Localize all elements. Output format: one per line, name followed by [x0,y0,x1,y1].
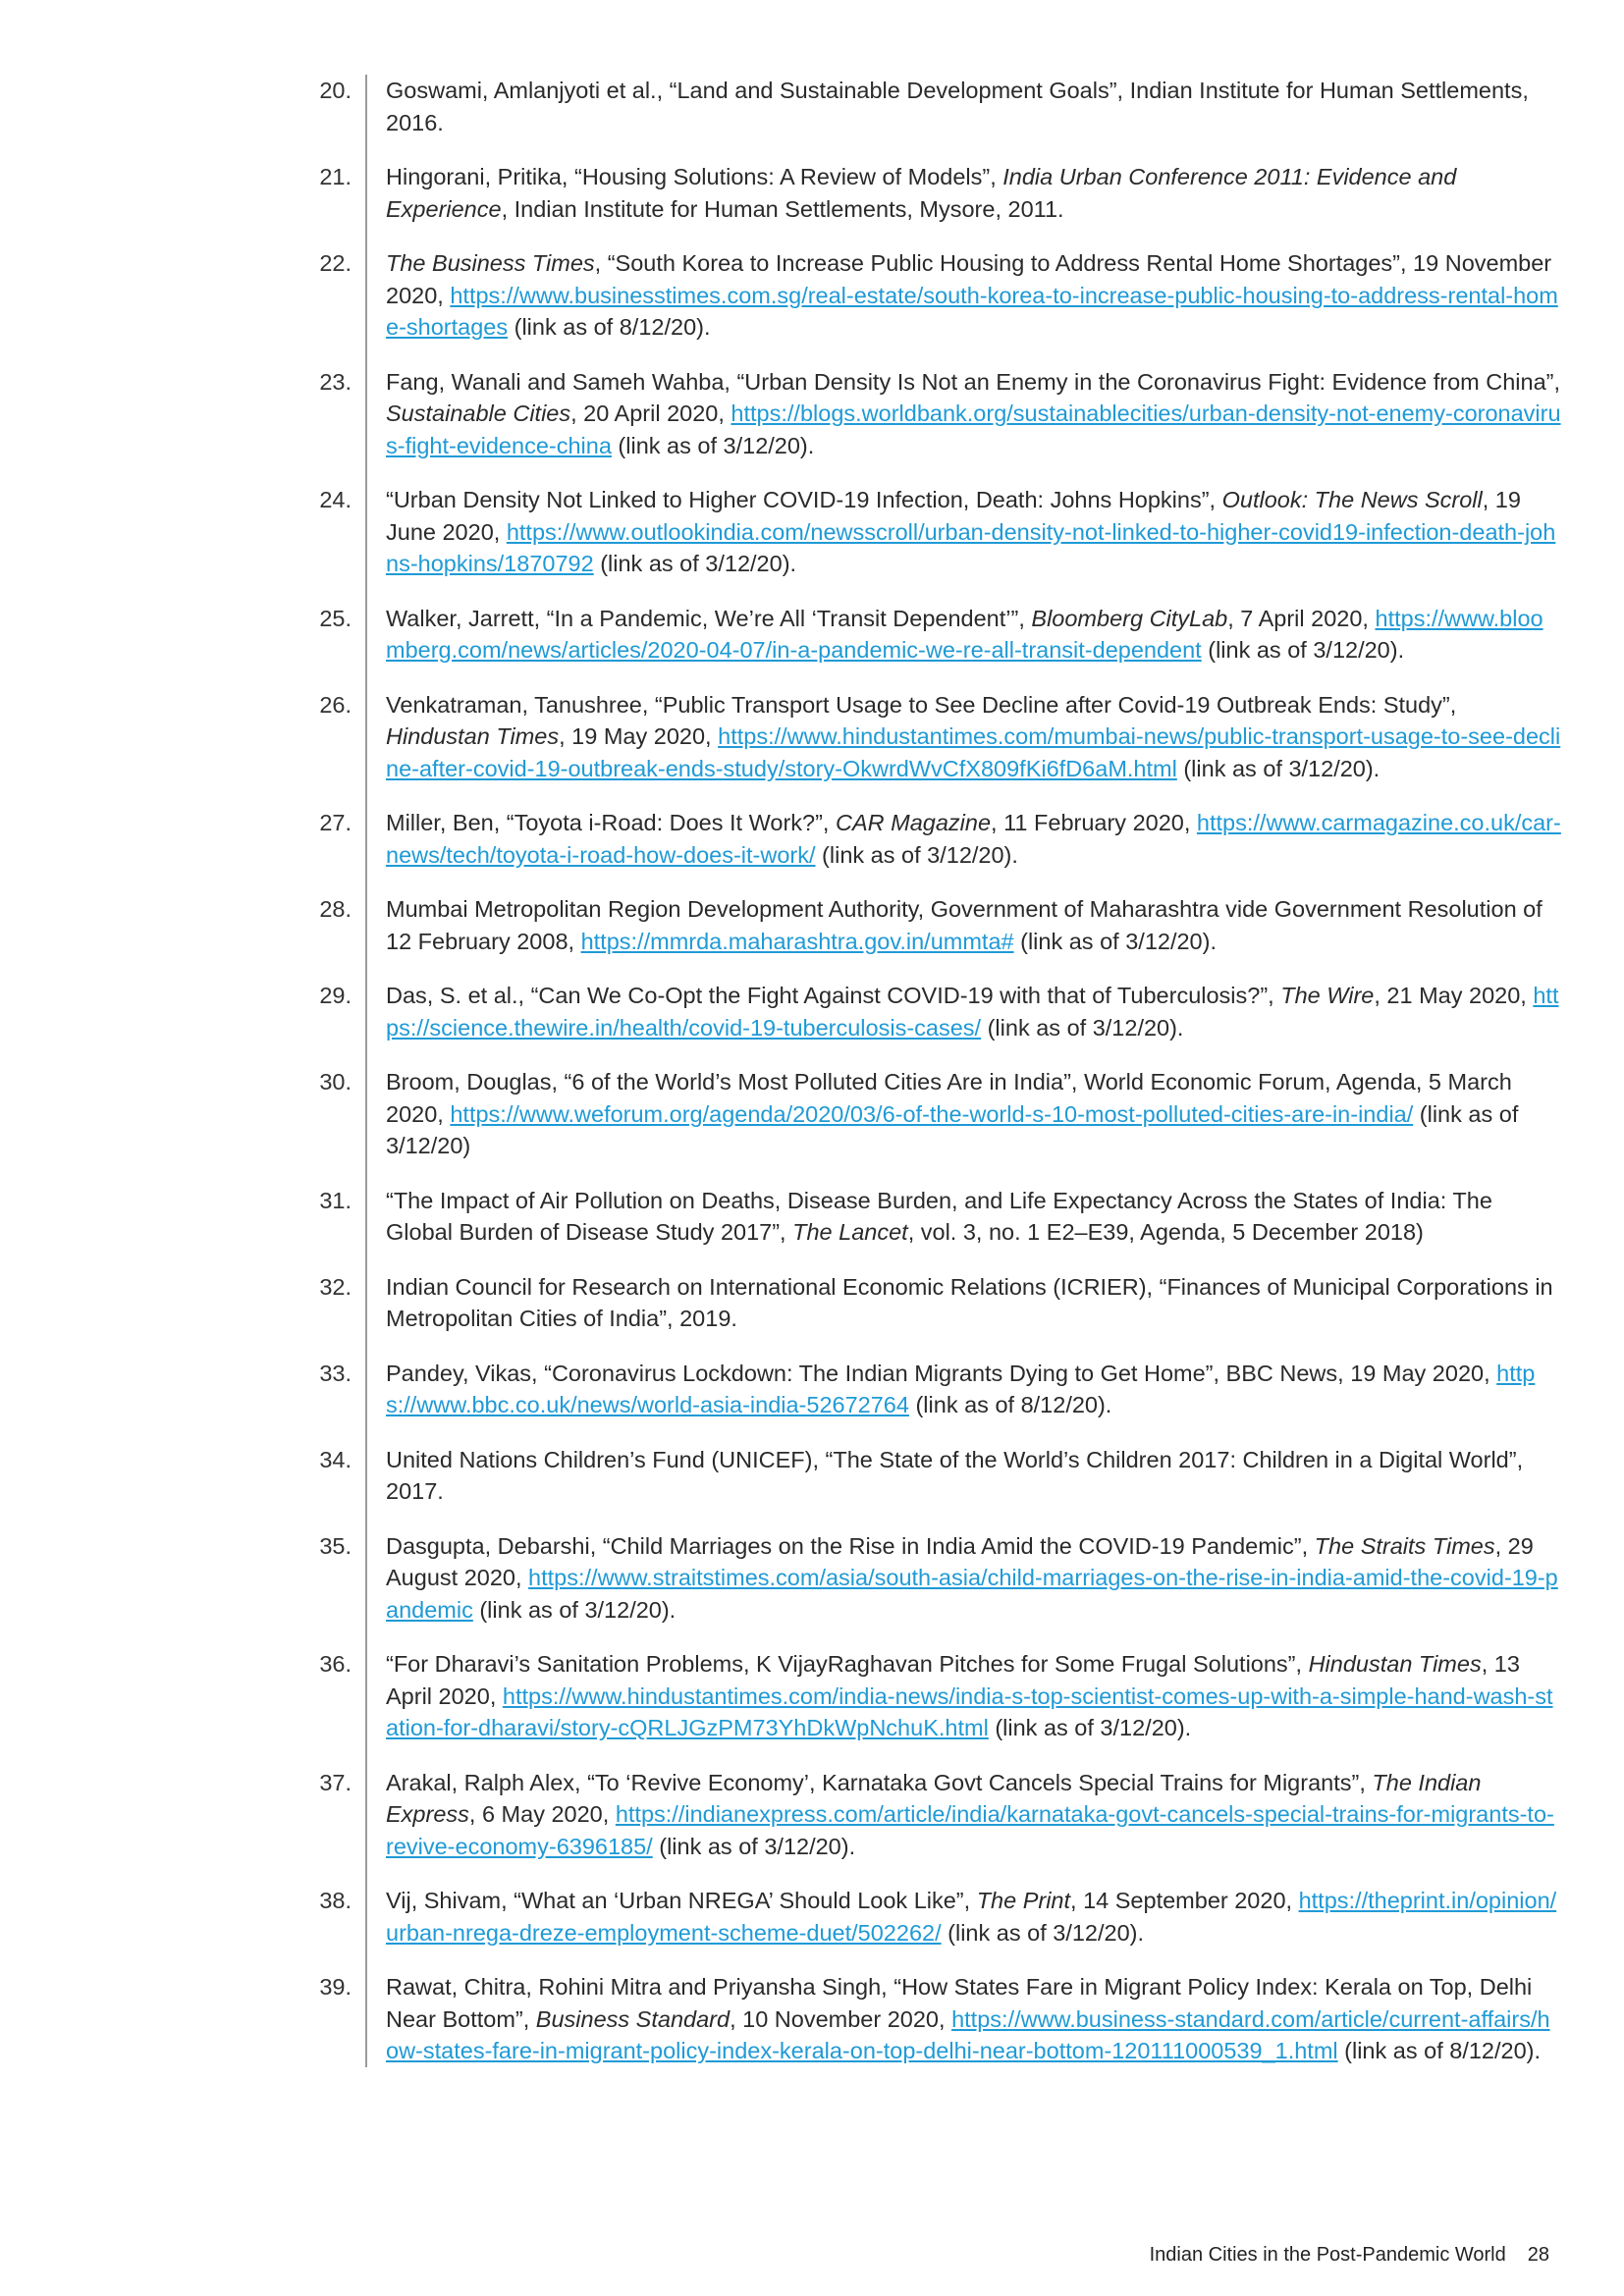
reference-text [365,980,1571,1066]
reference-text [365,1066,1571,1185]
reference-text-segment: , 19 May 2020, [559,723,719,749]
reference-text-segment: (link as of 3/12/20). [981,1014,1184,1041]
reference-text [365,1444,1571,1530]
reference-text-segment: (link as of 3/12/20). [815,841,1018,868]
publication-title: Hindustan Times [386,723,560,749]
reference-text-segment: Arakal, Ralph Alex, “To ‘Revive Economy’, Karnataka Govt Cancels Special Trains for Migrants”, [386,1769,1373,1795]
reference-text-segment: , 6 May 2020, [468,1801,616,1827]
page-footer [1150,2244,1549,2267]
reference-text-segment: Das, S. et al., “Can We Co-Opt the Fight Against COVID-19 with that of Tuberculosis?”, [386,983,1281,1008]
reference-text-segment: Broom, Douglas, “6 of the World’s Most Polluted Cities Are in India”, World Economic Forum, Agenda, 5 March 2020, [386,1069,1512,1127]
reference-number: 25. [319,605,352,631]
reference-text [365,689,1571,808]
reference-text-segment: Mumbai Metropolitan Region Development Authority, Government of Maharashtra vide Government Resolution of 12 February 2008, [386,896,1543,954]
publication-title: Business Standard [535,2005,731,2032]
reference-item [295,807,1571,871]
reference-link[interactable]: https://www.straitstimes.com/asia/south-asia/child-marriages-on-the-rise-in-india-amid-the-covid-19-pandemic [386,1565,1558,1623]
reference-text-segment: , 11 February 2020, [991,810,1197,835]
reference-text-segment: Indian Council for Research on International Economic Relations (ICRIER), “Finances of Municipal Corporations in Metropolitan Cities of India”, 2019. [386,1273,1553,1331]
reference-text-segment: Dasgupta, Debarshi, “Child Marriages on the Rise in India Amid the COVID-19 Pandemic”, [386,1532,1315,1559]
reference-text [365,1530,1571,1649]
reference-link[interactable]: https://indianexpress.com/article/india/karnataka-govt-cancels-special-trains-for-migrants-to-revive-economy-6396185/ [386,1801,1554,1859]
reference-item [295,1444,1571,1508]
reference-number: 27. [319,810,352,835]
reference-link[interactable]: https://blogs.worldbank.org/sustainablecities/urban-density-not-enemy-coronavirus-fight-evidence-china [386,400,1561,458]
publication-title: The Indian Express [386,1769,1482,1827]
reference-number: 26. [319,691,352,718]
reference-text-segment: “For Dharavi’s Sanitation Problems, K VijayRaghavan Pitches for Some Frugal Solutions”, [386,1651,1309,1677]
publication-title: The Lancet [792,1219,908,1245]
reference-item [295,1185,1571,1249]
reference-text-segment: , vol. 3, no. 1 E2–E39, Agenda, 5 December 2018) [907,1219,1424,1245]
reference-text-segment: (link as of 3/12/20) [386,1100,1519,1158]
reference-text-segment: (link as of 3/12/20). [1176,755,1380,781]
publication-title: The Print [976,1888,1071,1913]
references-list [295,75,1571,2090]
reference-number: 34. [319,1446,352,1472]
reference-link[interactable]: https://www.hindustantimes.com/mumbai-news/public-transport-usage-to-see-decline-after-covid-19-outbreak-ends-study/story-OkwrdWvCfX809fKi6fD6aM.html [386,723,1561,781]
reference-number: 30. [319,1069,352,1095]
footer-title: Indian Cities in the Post-Pandemic World [1149,2244,1506,2266]
reference-item [295,1767,1571,1863]
reference-text [365,807,1571,893]
reference-link[interactable]: https://www.bloomberg.com/news/articles/2020-04-07/in-a-pandemic-we-re-all-transit-dependent [386,605,1543,663]
reference-text-segment: , “South Korea to Increase Public Housing to Address Rental Home Shortages”, 19 November 2020, [386,250,1552,308]
reference-number: 29. [319,983,352,1008]
reference-text-segment: “Urban Density Not Linked to Higher COVID-19 Infection, Death: Johns Hopkins”, [386,487,1222,512]
reference-number: 21. [319,164,352,189]
reference-text-segment: (link as of 8/12/20). [908,1392,1112,1417]
reference-text-segment: Pandey, Vikas, “Coronavirus Lockdown: The Indian Migrants Dying to Get Home”, BBC News, 19 May 2020, [386,1360,1497,1386]
reference-number: 36. [319,1651,352,1677]
reference-item [295,1271,1571,1335]
reference-text-segment: (link as of 3/12/20). [652,1833,856,1859]
reference-item [295,1066,1571,1162]
reference-text-segment: (link as of 3/12/20). [1201,637,1405,663]
reference-number: 32. [319,1273,352,1300]
reference-text [365,893,1571,980]
reference-item [295,1648,1571,1744]
reference-text-segment: , 14 September 2020, [1070,1888,1299,1913]
reference-text [365,366,1571,485]
reference-number: 37. [319,1769,352,1795]
reference-text [365,1767,1571,1886]
reference-item [295,689,1571,785]
reference-text [365,1358,1571,1444]
reference-item [295,161,1571,225]
reference-text-segment: , 13 April 2020, [386,1651,1520,1709]
reference-text-segment: (link as of 3/12/20). [988,1715,1192,1740]
reference-item [295,893,1571,957]
reference-number: 38. [319,1888,352,1913]
publication-title: Bloomberg CityLab [1031,605,1228,631]
reference-text-segment: (link as of 3/12/20). [472,1596,677,1623]
reference-item [295,366,1571,462]
reference-text-segment: Miller, Ben, “Toyota i-Road: Does It Work?”, [386,810,836,835]
reference-number: 35. [319,1532,352,1559]
reference-number: 28. [319,896,352,922]
reference-item [295,980,1571,1043]
reference-text [365,161,1571,247]
reference-number: 39. [319,1974,352,2000]
reference-text-segment: , 19 June 2020, [386,487,1521,545]
reference-text-segment: , Indian Institute for Human Settlements, Mysore, 2011. [501,195,1064,222]
reference-text [365,1185,1571,1271]
reference-text-segment: “The Impact of Air Pollution on Deaths, Disease Burden, and Life Expectancy Across the States of India: The Global Burden of Disease Study 2017”, [386,1187,1492,1245]
reference-link[interactable]: https://mmrda.maharashtra.gov.in/ummta# [580,928,1014,954]
reference-link[interactable]: https://www.weforum.org/agenda/2020/03/6-of-the-world-s-10-most-polluted-cities-are-in-india/ [450,1100,1414,1127]
publication-title: India Urban Conference 2011: Evidence and Experience [386,164,1457,222]
reference-text-segment: Rawat, Chitra, Rohini Mitra and Priyansha Singh, “How States Fare in Migrant Policy Index: Kerala on Top, Delhi Near Bottom”, [386,1974,1533,2032]
reference-item [295,1885,1571,1949]
reference-text [365,1271,1571,1358]
reference-number: 23. [319,368,352,395]
reference-item [295,1358,1571,1421]
reference-item [295,603,1571,667]
reference-number: 24. [319,487,352,512]
reference-text-segment: , 20 April 2020, [570,400,731,426]
reference-text [365,75,1571,161]
reference-link[interactable]: https://www.businesstimes.com.sg/real-estate/south-korea-to-increase-public-housing-to-address-rental-home-shortages [386,282,1558,340]
reference-text-segment: Goswami, Amlanjyoti et al., “Land and Sustainable Development Goals”, Indian Institute for Human Settlements, 2016. [386,78,1529,135]
reference-text-segment: (link as of 3/12/20). [941,1919,1145,1946]
publication-title: The Straits Times [1314,1532,1495,1559]
reference-text-segment: , 10 November 2020, [730,2005,952,2032]
reference-text [365,1971,1571,2067]
reference-text-segment: Walker, Jarrett, “In a Pandemic, We’re All ‘Transit Dependent’”, [386,605,1032,631]
reference-text-segment: (link as of 3/12/20). [593,551,797,576]
reference-number: 31. [319,1187,352,1213]
reference-text [365,603,1571,689]
reference-text-segment: Venkatraman, Tanushree, “Public Transport Usage to See Decline after Covid-19 Outbreak Ends: Study”, [386,691,1457,718]
publication-title: Sustainable Cities [386,400,571,426]
reference-number: 20. [319,78,352,103]
reference-link[interactable]: https://www.carmagazine.co.uk/car-news/tech/toyota-i-road-how-does-it-work/ [386,810,1561,868]
reference-item [295,484,1571,580]
reference-item [295,75,1571,138]
reference-link[interactable]: https://www.hindustantimes.com/india-news/india-s-top-scientist-comes-up-with-a-simple-hand-wash-station-for-dharavi/story-cQRLJGzPM73YhDkWpNchuK.html [386,1682,1553,1740]
reference-text-segment: , 21 May 2020, [1374,983,1534,1008]
reference-text-segment: United Nations Children’s Fund (UNICEF), “The State of the World’s Children 2017: Children in a Digital World”, 2017. [386,1446,1524,1504]
reference-link[interactable]: https://www.bbc.co.uk/news/world-asia-india-52672764 [386,1360,1536,1417]
publication-title: Outlook: The News Scroll [1221,487,1483,512]
publication-title: CAR Magazine [835,810,992,835]
reference-text-segment: Fang, Wanali and Sameh Wahba, “Urban Density Is Not an Enemy in the Coronavirus Fight: Evidence from China”, [386,368,1560,395]
publication-title: The Wire [1280,983,1375,1008]
reference-text [365,247,1571,366]
reference-text-segment: , 7 April 2020, [1227,605,1376,631]
reference-text-segment: (link as of 3/12/20). [1013,928,1217,954]
reference-text-segment: (link as of 8/12/20). [508,314,711,340]
reference-text [365,1885,1571,1971]
reference-number: 33. [319,1360,352,1386]
reference-number: 22. [319,250,352,276]
page-number: 28 [1527,2244,1549,2266]
reference-text-segment: (link as of 3/12/20). [611,432,815,458]
reference-link[interactable]: https://theprint.in/opinion/urban-nrega-dreze-employment-scheme-duet/502262/ [386,1888,1557,1946]
reference-text-segment: Vij, Shivam, “What an ‘Urban NREGA’ Should Look Like”, [386,1888,977,1913]
reference-text-segment: , 29 August 2020, [386,1532,1534,1590]
publication-title: Hindustan Times [1308,1651,1482,1677]
reference-link[interactable]: https://science.thewire.in/health/covid-19-tuberculosis-cases/ [386,983,1559,1041]
reference-text-segment: Hingorani, Pritika, “Housing Solutions: A Review of Models”, [386,164,1003,189]
reference-item [295,1530,1571,1627]
publication-title: The Business Times [386,250,595,276]
reference-text-segment: (link as of 8/12/20). [1337,2038,1542,2063]
reference-text [365,1648,1571,1767]
reference-item [295,1971,1571,2067]
reference-item [295,247,1571,344]
reference-link[interactable]: https://www.business-standard.com/article/current-affairs/how-states-fare-in-migrant-policy-index-kerala-on-top-delhi-near-bottom-120111000539_1.html [386,2005,1550,2063]
reference-link[interactable]: https://www.outlookindia.com/newsscroll/urban-density-not-linked-to-higher-covid19-infection-death-johns-hopkins/1870792 [386,518,1556,576]
reference-text [365,484,1571,603]
